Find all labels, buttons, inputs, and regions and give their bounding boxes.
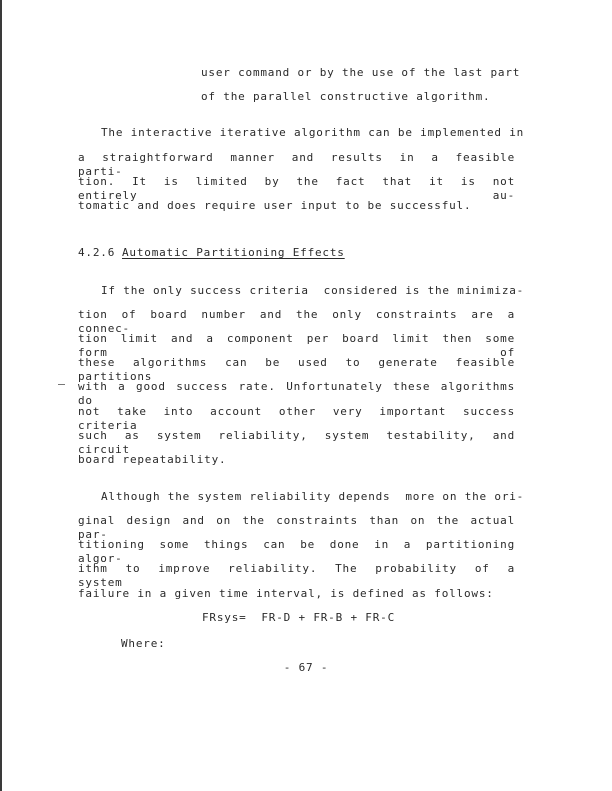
page-number: - 67 -: [283, 661, 329, 674]
paragraph-2-line-7: such as system reliability, system testability, and circuit: [78, 429, 515, 456]
paragraph-2-line-6: not take into account other very important success criteria: [78, 405, 515, 432]
paragraph-2-line-3: tion limit and a component per board limit then some form of: [78, 332, 515, 359]
reliability-equation: FRsys= FR-D + FR-B + FR-C: [202, 611, 395, 624]
paragraph-3-line-3: titioning some things can be done in a partitioning algor-: [78, 538, 515, 565]
paragraph-1-line-2: a straightforward manner and results in a feasible parti-: [78, 151, 515, 178]
paragraph-3-line-4: ithm to improve reliability. The probability of a system: [78, 562, 515, 589]
paragraph-1-line-1: The interactive iterative algorithm can be implemented in: [101, 126, 525, 139]
continuation-line-2: of the parallel constructive algorithm.: [201, 90, 491, 103]
margin-mark: [58, 384, 65, 385]
paragraph-2-line-4: these algorithms can be used to generate feasible partitions: [78, 356, 515, 383]
paragraph-2-line-8: board repeatability.: [78, 453, 227, 466]
paragraph-2-line-5: with a good success rate. Unfortunately these algorithms do: [78, 380, 515, 407]
paragraph-3-line-5: failure in a given time interval, is defined as follows:: [78, 587, 494, 600]
paragraph-2-line-1: If the only success criteria considered is the minimiza-: [101, 284, 525, 297]
section-number: 4.2.6: [78, 246, 116, 259]
paragraph-1-line-3: tion. It is limited by the fact that it is not entirely au-: [78, 175, 515, 202]
section-title: Automatic Partitioning Effects: [122, 246, 345, 259]
paragraph-2-line-2: tion of board number and the only constraints are a connec-: [78, 308, 515, 335]
where-label: Where:: [121, 637, 166, 650]
paragraph-3-line-2: ginal design and on the constraints than on the actual par-: [78, 514, 515, 541]
paragraph-3-line-1: Although the system reliability depends more on the ori-: [101, 490, 525, 503]
continuation-line-1: user command or by the use of the last part: [201, 66, 521, 79]
paragraph-1-line-4: tomatic and does require user input to be successful.: [78, 199, 472, 212]
